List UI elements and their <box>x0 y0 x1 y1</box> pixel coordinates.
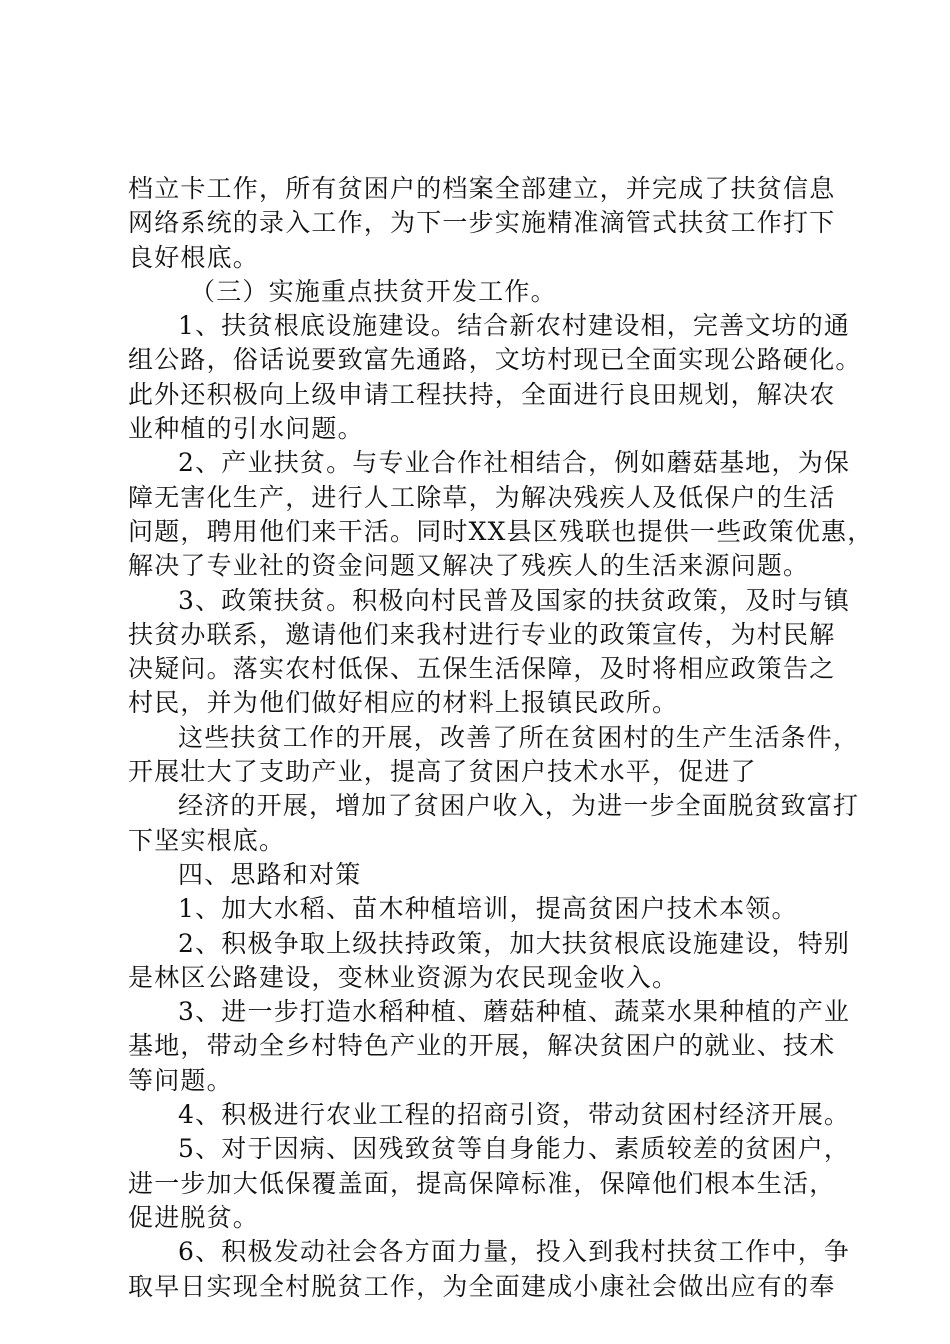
text-line: 决疑问。落实农村低保、五保生活保障，及时将相应政策告之 <box>128 654 836 684</box>
text-line: 基地，带动全乡村特色产业的开展，解决贫困户的就业、技术 <box>128 1031 836 1061</box>
text-line: 下坚实根底。 <box>128 825 286 855</box>
text-line: 1、扶贫根底设施建设。结合新农村建设相，完善文坊的通 <box>178 311 851 341</box>
text-line: 促进脱贫。 <box>128 1202 260 1232</box>
text-line: 解决了专业社的资金问题又解决了残疾人的生活来源问题。 <box>128 551 810 581</box>
text-line: 取早日实现全村脱贫工作，为全面建成小康社会做出应有的奉 <box>128 1271 836 1301</box>
text-line: 是林区公路建设，变林业资源为农民现金收入。 <box>128 962 679 992</box>
document-body <box>128 172 874 1304</box>
text-line: 3、进一步打造水稻种植、蘑菇种植、蔬菜水果种植的产业 <box>178 997 851 1027</box>
text-line: 村民，并为他们做好相应的材料上报镇民政所。 <box>128 688 679 718</box>
text-line: 业种植的引水问题。 <box>128 414 364 444</box>
text-line: 4、积极进行农业工程的招商引资，带动贫困村经济开展。 <box>178 1100 851 1130</box>
text-line: 3、政策扶贫。积极向村民普及国家的扶贫政策，及时与镇 <box>178 585 851 615</box>
text-line: 网络系统的录入工作，为下一步实施精准滴管式扶贫工作打下 <box>128 208 836 238</box>
text-line: 进一步加大低保覆盖面，提高保障标准，保障他们根本生活， <box>128 1168 836 1198</box>
text-line: 6、积极发动社会各方面力量，投入到我村扶贫工作中，争 <box>178 1237 851 1267</box>
text-line: 5、对于因病、因残致贫等自身能力、素质较差的贫困户， <box>178 1134 851 1164</box>
text-line: 此外还积极向上级申请工程扶持，全面进行良田规划，解决农 <box>128 379 836 409</box>
text-line: 开展壮大了支助产业，提高了贫困户技术水平，促进了 <box>128 757 757 787</box>
text-line: 档立卡工作，所有贫困户的档案全部建立，并完成了扶贫信息 <box>128 174 836 203</box>
text-line: 这些扶贫工作的开展，改善了所在贫困村的生产生活条件， <box>178 722 860 752</box>
section-heading: 四、思路和对策 <box>178 859 362 889</box>
text-line: 障无害化生产，进行人工除草，为解决残疾人及低保户的生活 <box>128 482 836 512</box>
text-line: 2、产业扶贫。与专业合作社相结合，例如蘑菇基地，为保 <box>178 448 851 478</box>
text-line: 组公路，俗话说要致富先通路，文坊村现已全面实现公路硬化。 <box>128 345 862 375</box>
text-line: 问题，聘用他们来干活。同时XX县区残联也提供一些政策优惠， <box>128 516 874 546</box>
text-line: 扶贫办联系，邀请他们来我村进行专业的政策宣传，为村民解 <box>128 619 836 649</box>
text-line: 经济的开展，增加了贫困户收入，为进一步全面脱贫致富打 <box>178 791 860 821</box>
section-heading: （三）实施重点扶贫开发工作。 <box>190 276 557 306</box>
text-line: 2、积极争取上级扶持政策，加大扶贫根底设施建设，特别 <box>178 928 851 958</box>
text-line: 良好根底。 <box>128 242 260 272</box>
text-line: 1、加大水稻、苗木种植培训，提高贫困户技术本领。 <box>178 894 798 924</box>
text-line: 等问题。 <box>128 1065 233 1095</box>
